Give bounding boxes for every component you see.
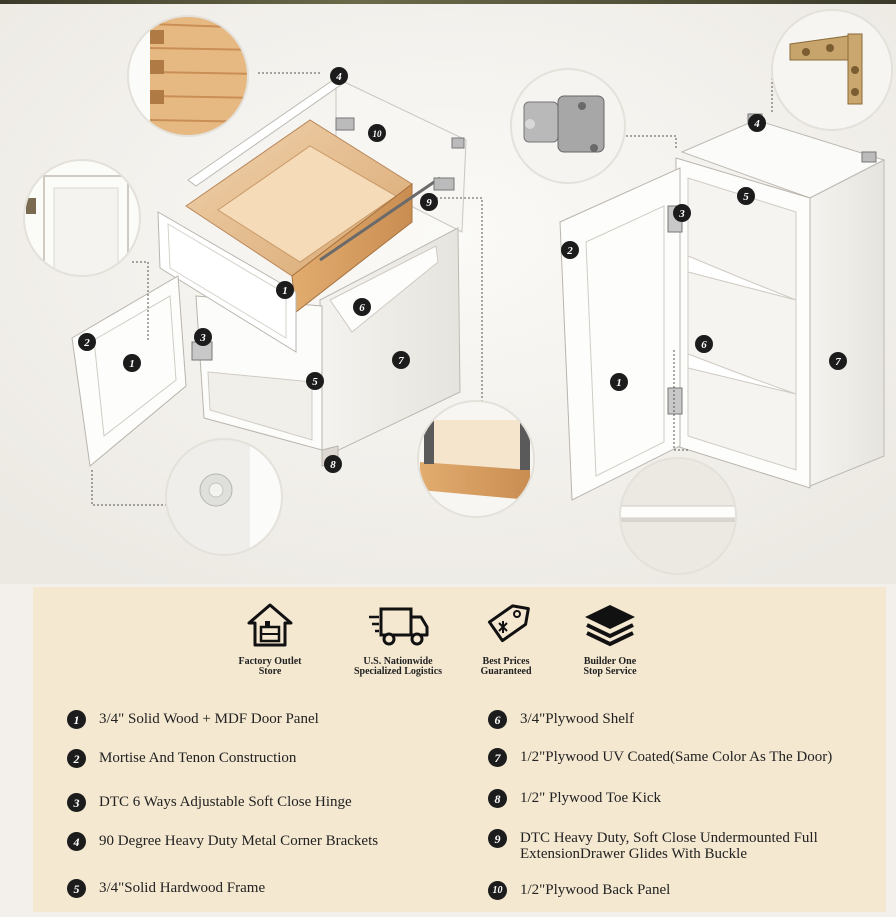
icon-label-prices: Best Prices Guaranteed	[480, 656, 532, 677]
feature-number-badge: 9	[488, 829, 507, 848]
svg-text:3: 3	[200, 332, 206, 344]
svg-text:2: 2	[567, 245, 573, 257]
feature-number-badge: 2	[67, 749, 86, 768]
svg-text:4: 4	[754, 118, 760, 130]
detail-corner-bracket	[772, 10, 892, 130]
detail-hinge	[510, 69, 626, 184]
svg-text:4: 4	[336, 71, 342, 83]
svg-text:10: 10	[372, 129, 382, 139]
feature-item-8	[488, 790, 880, 808]
svg-text:6: 6	[359, 302, 365, 314]
svg-text:5: 5	[312, 376, 318, 388]
features-panel	[33, 587, 886, 912]
callout-left-10	[368, 124, 386, 142]
price-tag-icon	[481, 601, 531, 651]
feature-text: DTC 6 Ways Adjustable Soft Close Hinge	[99, 794, 352, 810]
detail-drawer-slide	[418, 400, 534, 518]
svg-text:8: 8	[330, 459, 336, 471]
layers-icon	[583, 601, 637, 651]
feature-number-badge: 1	[67, 710, 86, 729]
callout-left-9	[420, 193, 438, 211]
callout-left-5	[306, 372, 324, 390]
svg-text:2: 2	[84, 337, 90, 349]
svg-text:7: 7	[835, 356, 841, 368]
feature-text: 3/4"Solid Hardwood Frame	[99, 880, 266, 896]
feature-text: DTC Heavy Duty, Soft Close Undermounted Full ExtensionDrawer Glides With Buckle	[520, 830, 818, 862]
callout-right-4	[748, 114, 766, 132]
callout-left-6	[353, 298, 371, 316]
callout-right-6	[695, 335, 713, 353]
callout-left-3	[194, 328, 212, 346]
callout-right-2	[561, 241, 579, 259]
icon-label-logistics: U.S. Nationwide Specialized Logistics	[353, 656, 443, 677]
svg-text:1: 1	[282, 285, 288, 297]
svg-text:3: 3	[679, 208, 685, 220]
callout-right-5	[737, 187, 755, 205]
svg-text:9: 9	[426, 197, 432, 209]
feature-number-badge: 7	[488, 748, 507, 767]
truck-icon	[367, 601, 429, 651]
feature-item-6	[488, 711, 880, 729]
feature-text: 1/2"Plywood UV Coated(Same Color As The Door)	[520, 749, 833, 765]
feature-number-badge: 8	[488, 789, 507, 808]
feature-item-1	[67, 711, 467, 729]
callout-left-4	[330, 67, 348, 85]
feature-text: 90 Degree Heavy Duty Metal Corner Brackets	[99, 833, 379, 849]
factory-outlet-block	[205, 601, 335, 677]
one-stop-block	[545, 601, 675, 677]
callout-left-8	[324, 455, 342, 473]
callout-left-2	[78, 333, 96, 351]
feature-item-9	[488, 830, 880, 862]
feature-item-3	[67, 794, 467, 812]
callout-right-3	[673, 204, 691, 222]
feature-number-badge: 5	[67, 879, 86, 898]
callout-left-1b	[123, 354, 141, 372]
feature-item-7	[488, 749, 880, 767]
callout-left-7	[392, 351, 410, 369]
svg-text:7: 7	[398, 355, 404, 367]
svg-text:6: 6	[701, 339, 707, 351]
callout-right-7	[829, 352, 847, 370]
feature-text: 1/2" Plywood Toe Kick	[520, 790, 662, 806]
feature-item-10	[488, 882, 880, 900]
feature-number-badge: 4	[67, 832, 86, 851]
feature-number-badge: 3	[67, 793, 86, 812]
svg-text:1: 1	[129, 358, 135, 370]
callout-right-1	[610, 373, 628, 391]
feature-text: 3/4" Solid Wood + MDF Door Panel	[99, 711, 319, 727]
feature-number-badge: 10	[488, 881, 507, 900]
callout-left-1a	[276, 281, 294, 299]
cabinet-illustration	[0, 4, 896, 584]
feature-item-5	[67, 880, 467, 898]
feature-number-badge: 6	[488, 710, 507, 729]
feature-text: 3/4"Plywood Shelf	[520, 711, 635, 727]
icon-label-onestop: Builder One Stop Service	[583, 656, 637, 677]
feature-text: Mortise And Tenon Construction	[99, 750, 297, 766]
factory-icon	[245, 601, 295, 651]
svg-text:5: 5	[743, 191, 749, 203]
feature-item-2	[67, 750, 467, 768]
feature-item-4	[67, 833, 467, 851]
feature-text: 1/2"Plywood Back Panel	[520, 882, 671, 898]
svg-text:1: 1	[616, 377, 622, 389]
detail-shelf	[620, 458, 736, 574]
icon-label-factory: Factory Outlet Store	[238, 656, 302, 677]
